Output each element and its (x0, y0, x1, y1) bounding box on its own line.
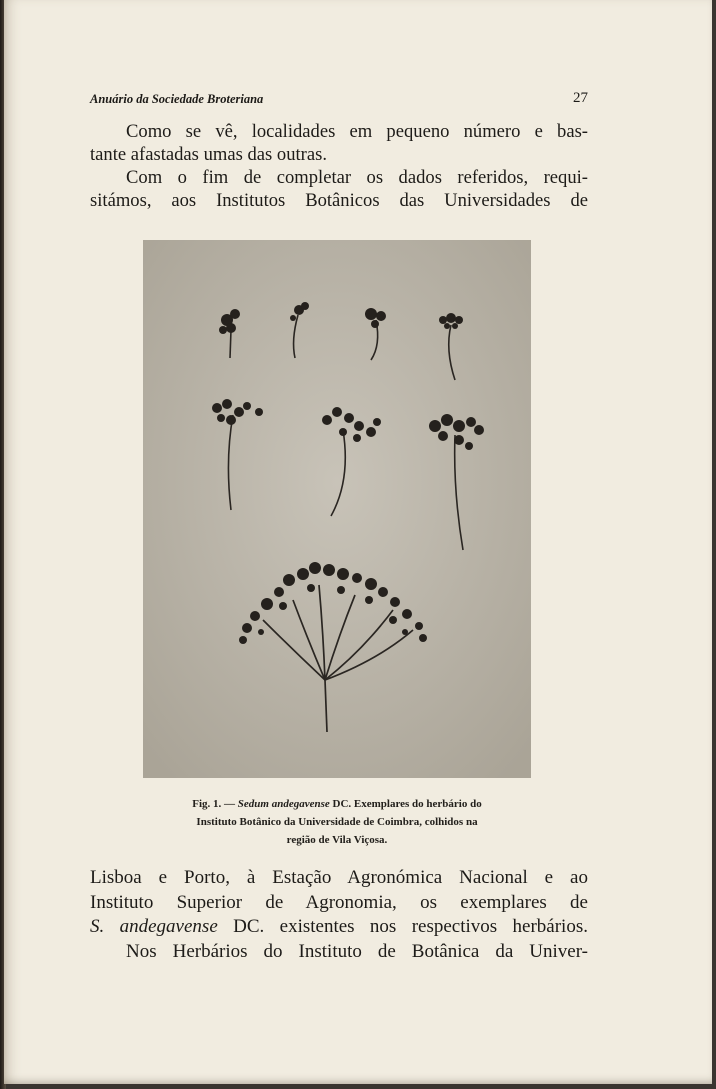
caption-species: Sedum andegavense (237, 798, 330, 810)
page-number: 27 (573, 90, 588, 106)
caption-line1-rest: DC. Exemplares do herbário do (332, 798, 482, 810)
herbarium-figure (143, 240, 531, 778)
journal-title: Anuário da Sociedade Broteriana (90, 92, 264, 106)
text-line: sitámos, aos Institutos Botânicos das Universidades de (90, 190, 588, 211)
text-line: Nos Herbários do Instituto de Botânica da Univer- (126, 940, 588, 962)
caption-line: região de Vila Viçosa. (286, 834, 388, 846)
running-header (90, 90, 588, 110)
plant-specimens-illustration (143, 240, 531, 778)
bottom-paragraphs (90, 866, 588, 964)
text-line-rest: DC. existentes nos respectivos herbários. (233, 916, 588, 937)
text-line: Com o fim de completar os dados referidos, requi- (126, 167, 588, 188)
text-line: Como se vê, localidades em pequeno número e bas- (126, 121, 588, 142)
text-line (90, 915, 588, 940)
text-line: Instituto Superior de Agronomia, os exemplares de (90, 891, 588, 913)
caption-line: Instituto Botânico da Universidade de Coimbra, colhidos na (196, 816, 478, 828)
species-name: S. andegavense (90, 916, 218, 937)
figure-caption (130, 795, 544, 849)
caption-label: Fig. 1. — (192, 798, 236, 810)
text-line: Lisboa e Porto, à Estação Agronómica Nacional e ao (90, 867, 588, 888)
caption-line (130, 795, 544, 813)
text-line: tante afastadas umas das outras. (90, 144, 327, 165)
top-paragraphs (90, 120, 588, 212)
